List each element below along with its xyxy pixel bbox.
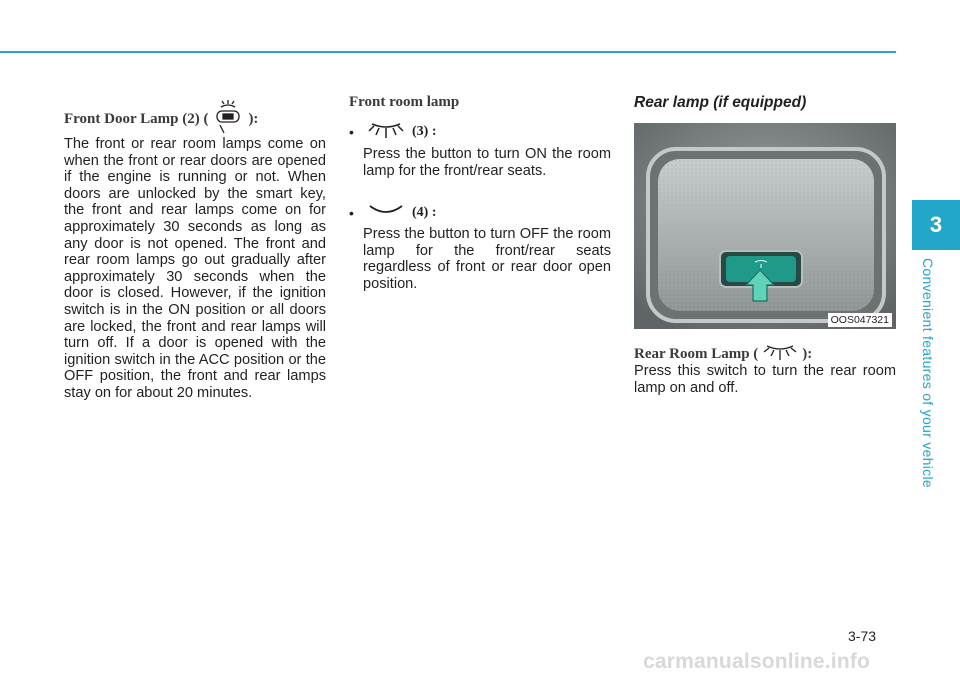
lamp-off-icon — [366, 200, 406, 225]
heading-prefix: Front Door Lamp (2) ( — [64, 111, 209, 127]
bullet: • — [349, 123, 354, 140]
lamp-on-label: (3) : — [412, 123, 437, 139]
chapter-title-text: Convenient features of your vehicle — [920, 258, 936, 488]
page-number: 3-73 — [848, 628, 877, 644]
lamp-off-description: Press the button to turn OFF the room lamp for the front/rear seats regardless of front or rear door open position. — [363, 226, 611, 292]
chapter-number-tab: 3 — [912, 200, 960, 250]
list-item — [349, 118, 437, 145]
front-door-lamp-text: The front or rear room lamps come on when the front or rear doors are opened if the engine is running or not. When doors are unlocked by the smart key, the front and rear lamps come on for approximately 30 seconds as long as any door is not opened. The front and rear room lamps go out gradually after approximately 30 seconds when the door is closed. However, if the ignition switch is in the ON position or all doors are locked, the front and rear lamps will turn off. If a door is opened with the ignition switch in the ACC position or the OFF position, the front and rear lamps stay on for about 20 minutes. — [64, 136, 326, 401]
image-code: OOS047321 — [828, 313, 892, 327]
lamp-off-label: (4) : — [412, 204, 437, 220]
chapter-title — [919, 258, 943, 498]
bullet: • — [349, 204, 354, 221]
rear-lamp-photo — [634, 123, 896, 329]
watermark: carmanualsonline.info — [643, 650, 871, 673]
door-lamp-icon — [212, 100, 244, 139]
list-item — [349, 200, 437, 225]
front-room-lamp-heading: Front room lamp — [349, 94, 460, 110]
front-door-lamp-heading — [64, 100, 334, 139]
header-rule — [0, 51, 896, 53]
lamp-on-description: Press the button to turn ON the room lamp for the front/rear seats. — [363, 146, 611, 179]
lamp-on-icon — [366, 118, 406, 145]
rear-room-lamp-text: Press this switch to turn the rear room lamp on and off. — [634, 363, 896, 396]
heading-suffix: ): — [248, 111, 259, 127]
sub-heading-prefix: Rear Room Lamp ( — [634, 346, 759, 362]
sub-heading-suffix: ): — [802, 346, 813, 362]
rear-lamp-heading: Rear lamp (if equipped) — [634, 94, 807, 111]
